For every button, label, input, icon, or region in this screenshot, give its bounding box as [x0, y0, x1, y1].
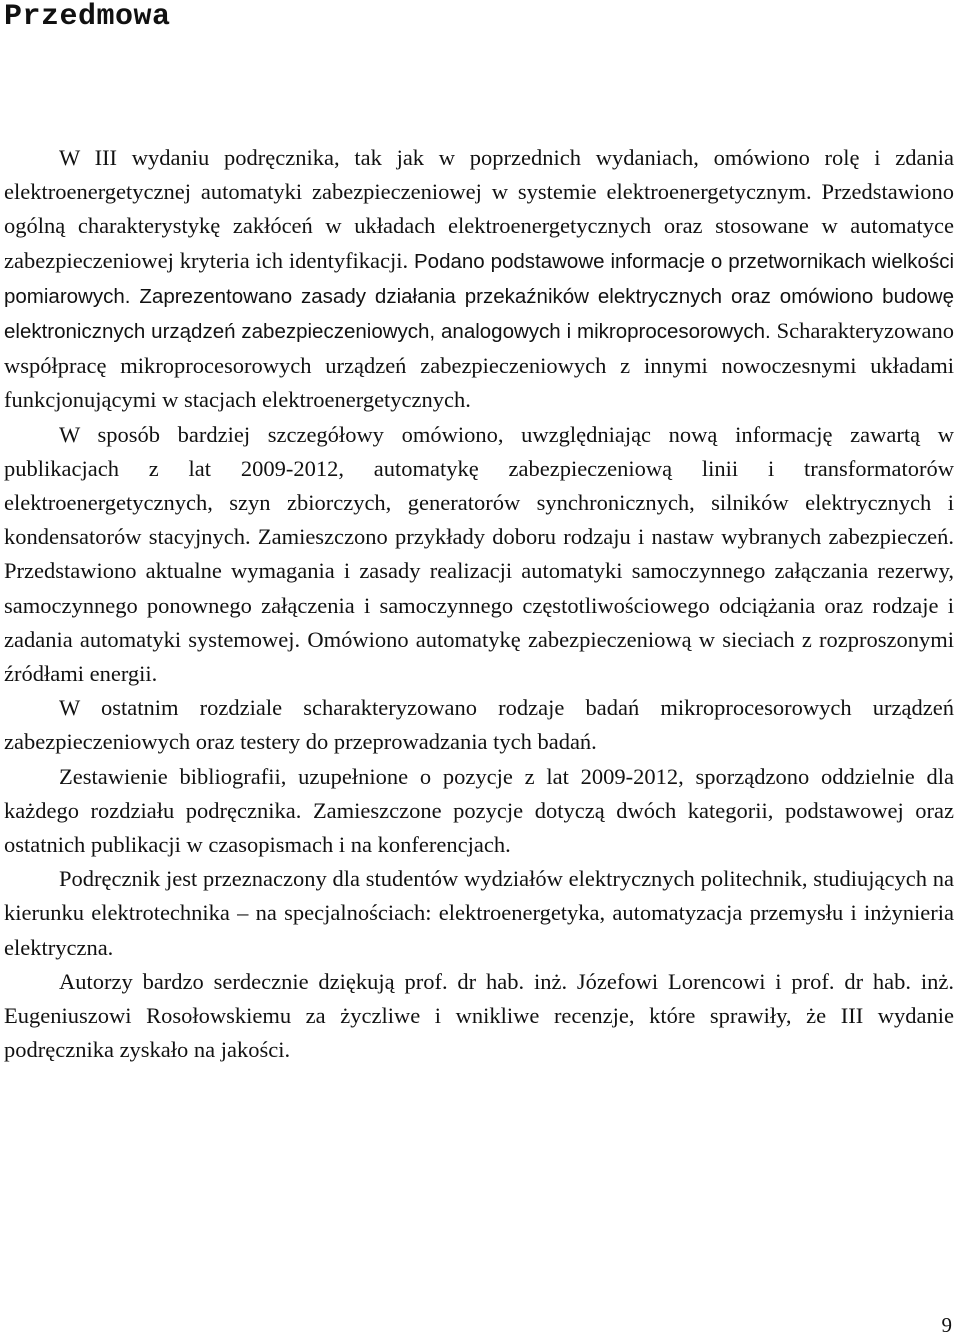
preface-body	[4, 141, 954, 1067]
paragraph-3: W ostatnim rozdziale scharakteryzowano rodzaje badań mikroprocesorowych urządzeń zabezpieczeniowych oraz testery do przeprowadzania tych badań.	[4, 695, 954, 755]
page-title: Przedmowa	[4, 0, 171, 34]
paragraph-5: Podręcznik jest przeznaczony dla studentów wydziałów elektrycznych politechnik, studiujących na kierunku elektrotechnika – na specjalnościach: elektroenergetyka, automatyzacja przemysłu i inżynieria elektryczna.	[4, 866, 954, 960]
paragraph-4: Zestawienie bibliografii, uzupełnione o pozycje z lat 2009-2012, sporządzono oddzielnie dla każdego rozdziału podręcznika. Zamieszczone pozycje dotyczą dwóch kategorii, podstawowej oraz ostatnich publikacji w czasopismach i na konferencjach.	[4, 763, 954, 858]
paragraph-1-part-b: Podano podstawowe informacje o przetwornikach wielkości pomiarowych. Zaprezentowano zasady działania przekaźników elektrycznych oraz omówiono budowę elektronicznych urządzeń zabezpieczeniowych, analogowych i mikroprocesorowych.	[4, 249, 954, 344]
paragraph-1-part-a: W III wydaniu podręcznika, tak jak w poprzednich wydaniach, omówiono rolę i zdania elektroenergetycznej automatyki zabezpieczeniowej w systemie elektroenergetycznym. Przedstawiono ogólną charakterystykę zakłóceń w układach elektroenergetycznych oraz stosowane w automatyce zabezpieczeniowej kryteria ich identyfikacji.	[4, 145, 954, 273]
paragraph-1	[4, 141, 954, 418]
paragraph-6: Autorzy bardzo serdecznie dziękują prof. dr hab. inż. Józefowi Lorencowi i prof. dr hab. inż. Eugeniuszowi Rosołowskiemu za życzliwe i wnikliwe recenzje, które sprawiły, że III wydanie podręcznika zyskało na jakości.	[4, 968, 954, 1063]
paragraph-2: W sposób bardziej szczegółowy omówiono, uwzględniając nową informację zawartą w publikacjach z lat 2009-2012, automatykę zabezpieczeniową linii i transformatorów elektroenergetycznych, szyn zbiorczych, generatorów synchronicznych, silników elektrycznych i kondensatorów stacyjnych. Zamieszczono przykłady doboru rodzaju i nastaw wybranych zabezpieczeń. Przedstawiono aktualne wymagania i zasady realizacji automatyki samoczynnego załączania rezerwy, samoczynnego ponownego załączenia i samoczynnego częstotliwościowego odciążania oraz rodzaje i zadania automatyki systemowej. Omówiono automatykę zabezpieczeniową w sieciach z rozproszonymi źródłami energii.	[4, 421, 954, 687]
paragraph-1-part-c: Scharakteryzowano współpracę mikroprocesorowych urządzeń zabezpieczeniowych z innymi nowoczesnymi układami funkcjonującymi w stacjach elektroenergetycznych.	[4, 318, 954, 413]
page-number: 9	[941, 1313, 952, 1337]
